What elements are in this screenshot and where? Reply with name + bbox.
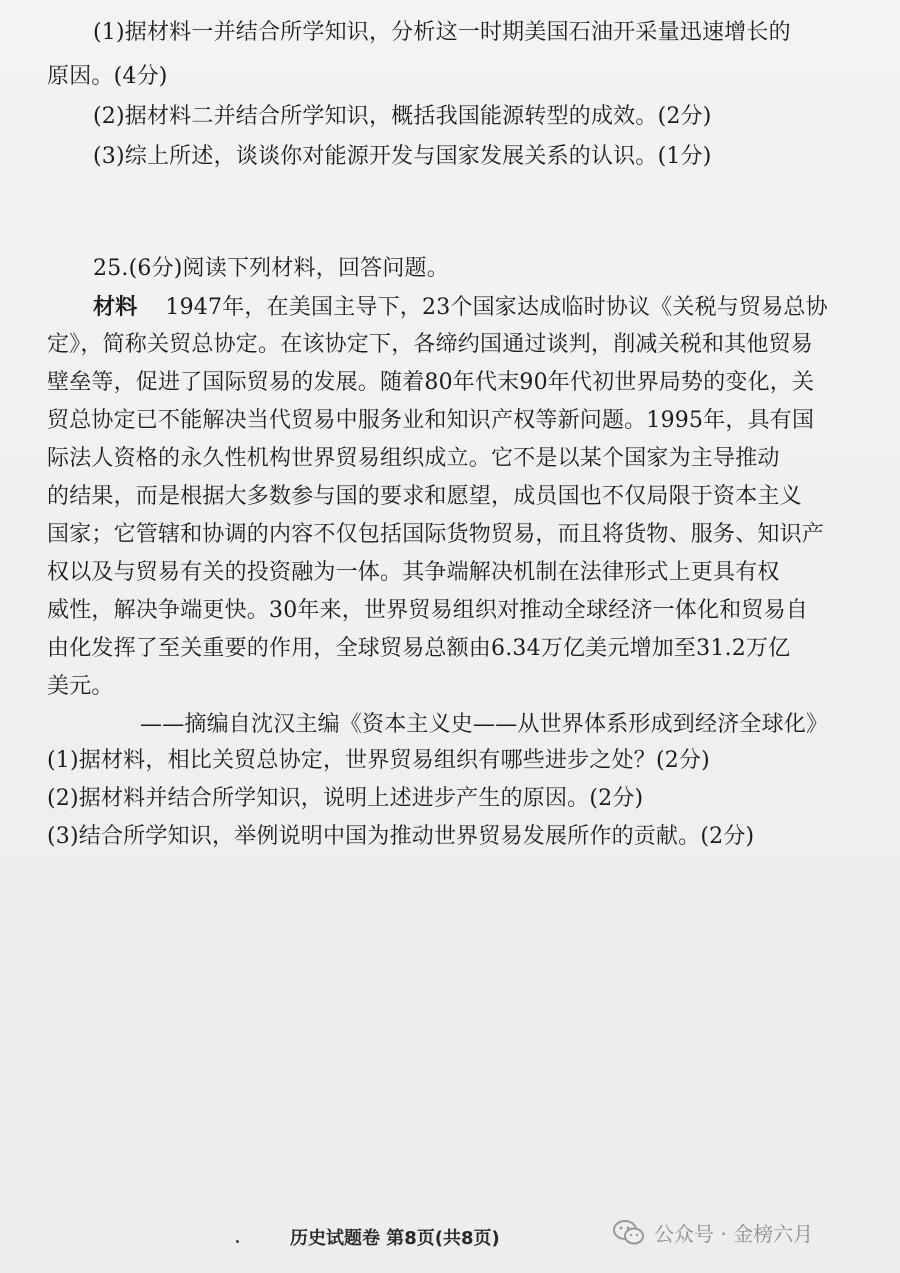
material-line: 威性，解决争端更快。30年来，世界贸易组织对推动全球经济一体化和贸易自 bbox=[47, 598, 808, 623]
wechat-icon bbox=[612, 1219, 646, 1247]
sub-question: (1)据材料，相比关贸总协定，世界贸易组织有哪些进步之处？(2分) bbox=[47, 748, 710, 773]
material-line: 壁垒等，促进了国际贸易的发展。随着80年代末90年代初世界局势的变化，关 bbox=[47, 370, 815, 395]
material-label: 材料 bbox=[93, 294, 138, 320]
material-line: 权以及与贸易有关的投资融为一体。其争端解决机制在法律形式上更具有权 bbox=[47, 560, 780, 585]
sub-question: (2)据材料并结合所学知识，说明上述进步产生的原因。(2分) bbox=[47, 786, 644, 811]
material-line: 国家；它管辖和协调的内容不仅包括国际货物贸易，而且将货物、服务、知识产 bbox=[47, 522, 825, 547]
watermark-text: 公众号 · 金榜六月 bbox=[654, 1222, 814, 1246]
page-footer: 历史试题卷 第8页(共8页) bbox=[290, 1228, 500, 1249]
material-line: 由化发挥了至关重要的作用，全球贸易总额由6.34万亿美元增加至31.2万亿 bbox=[47, 636, 791, 661]
question-line: (3)综上所述，谈谈你对能源开发与国家发展关系的认识。(1分) bbox=[93, 144, 712, 169]
material-text: 1947年，在美国主导下，23个国家达成临时协议《关税与贸易总协 bbox=[165, 295, 828, 320]
question-heading: 25.(6分)阅读下列材料，回答问题。 bbox=[93, 256, 449, 281]
scan-dot bbox=[236, 1240, 239, 1243]
material-line: 定》，简称关贸总协定。在该协定下，各缔约国通过谈判，削减关税和其他贸易 bbox=[47, 332, 814, 357]
sub-question: (3)结合所学知识，举例说明中国为推动世界贸易发展所作的贡献。(2分) bbox=[47, 824, 755, 849]
material-line: 贸总协定已不能解决当代贸易中服务业和知识产权等新问题。1995年，具有国 bbox=[47, 408, 815, 433]
question-line: (1)据材料一并结合所学知识，分析这一时期美国石油开采量迅速增长的 bbox=[93, 20, 791, 45]
material-line: 际法人资格的永久性机构世界贸易组织成立。它不是以某个国家为主导推动 bbox=[47, 446, 780, 471]
material-line-first bbox=[93, 292, 828, 323]
question-line: (2)据材料二并结合所学知识，概括我国能源转型的成效。(2分) bbox=[93, 104, 712, 129]
watermark bbox=[612, 1218, 813, 1247]
material-source: ——摘编自沈汉主编《资本主义史——从世界体系形成到经济全球化》 bbox=[140, 712, 829, 737]
material-line: 美元。 bbox=[47, 674, 114, 699]
question-line: 原因。(4分) bbox=[47, 64, 168, 89]
material-line: 的结果，而是根据大多数参与国的要求和愿望，成员国也不仅局限于资本主义 bbox=[47, 484, 802, 509]
